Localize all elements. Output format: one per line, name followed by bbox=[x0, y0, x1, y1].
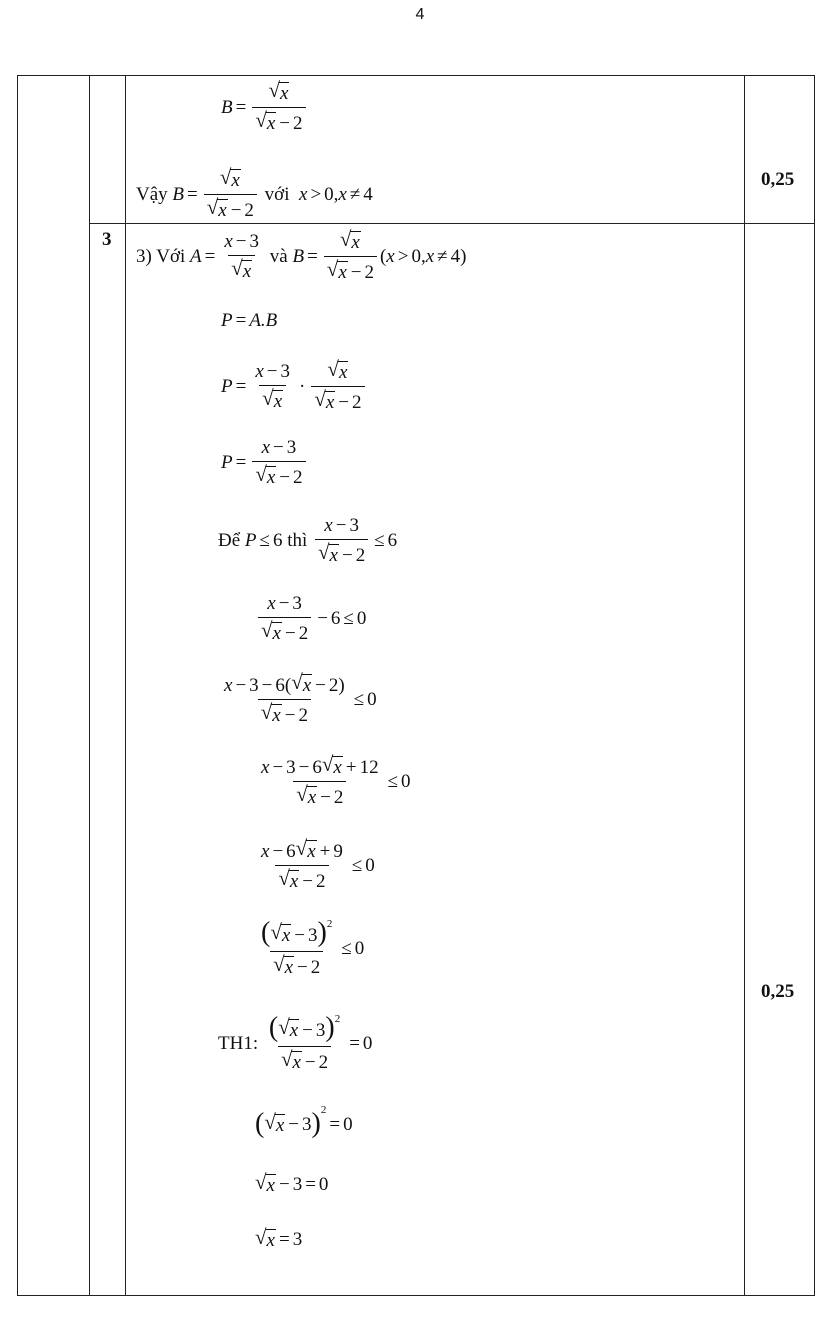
text-item3: 3) Với bbox=[136, 246, 186, 267]
formula-step-1: x − 3 √ x − 2 − 6 ≤ 0 bbox=[255, 594, 366, 643]
formula-b-definition: B = √ x √ x − 2 bbox=[221, 82, 309, 133]
text-de: Để bbox=[218, 530, 241, 551]
score-bottom: 0,25 bbox=[761, 981, 795, 1002]
answer-table bbox=[17, 75, 815, 1296]
formula-case-1-step-3: √ x = 3 bbox=[255, 1225, 303, 1251]
page-number: 4 bbox=[415, 6, 425, 23]
formula-given-a-b: 3) Với A = x − 3 √ x và B = √ x √ x − 2 ( x > 0, x ≠ 4) bbox=[136, 227, 467, 283]
text-vay: Vậy bbox=[136, 184, 168, 205]
column-divider-3 bbox=[744, 76, 745, 1295]
column-divider-2 bbox=[125, 76, 126, 1295]
text-voi: với bbox=[264, 184, 290, 205]
column-divider-1 bbox=[89, 76, 90, 1295]
question-number: 3 bbox=[102, 229, 112, 250]
formula-p-product: P = A.B bbox=[221, 310, 278, 331]
formula-case-1: TH1: ( √ x − 3)$^2$ √ x − 2 = 0 bbox=[218, 1012, 373, 1073]
formula-b-conclusion: Vậy B = √ x √ x − 2 với x > 0, x ≠ 4 bbox=[136, 165, 373, 221]
formula-step-3: x − 3 − 6 √ x + 12 √ x − 2 ≤ 0 bbox=[261, 752, 411, 808]
formula-case-1-step-1: ( √ x − 3 ) 2 = 0 bbox=[255, 1103, 353, 1139]
formula-p-expand: P = x − 3 √ x · √ x √ x − 2 bbox=[221, 361, 368, 412]
score-top: 0,25 bbox=[761, 169, 795, 190]
text-th1: TH1: bbox=[218, 1032, 259, 1054]
formula-condition: Để P ≤ 6 thì x − 3 √ x − 2 ≤ 6 bbox=[218, 515, 398, 566]
formula-step-2: x − 3 − 6( √ x − 2) √ x − 2 ≤ 0 bbox=[224, 670, 377, 726]
text-va: và bbox=[269, 246, 288, 267]
row-divider bbox=[89, 223, 814, 224]
formula-step-4: x − 6 √ x + 9 √ x − 2 ≤ 0 bbox=[261, 836, 375, 892]
text-thi: thì bbox=[287, 530, 308, 551]
formula-case-1-step-2: √ x − 3 = 0 bbox=[255, 1170, 329, 1196]
formula-step-5: ( √ x − 3)$^2$ √ x − 2 ≤ 0 bbox=[261, 917, 365, 978]
formula-p-simplified: P = x − 3 √ x − 2 bbox=[221, 438, 309, 487]
